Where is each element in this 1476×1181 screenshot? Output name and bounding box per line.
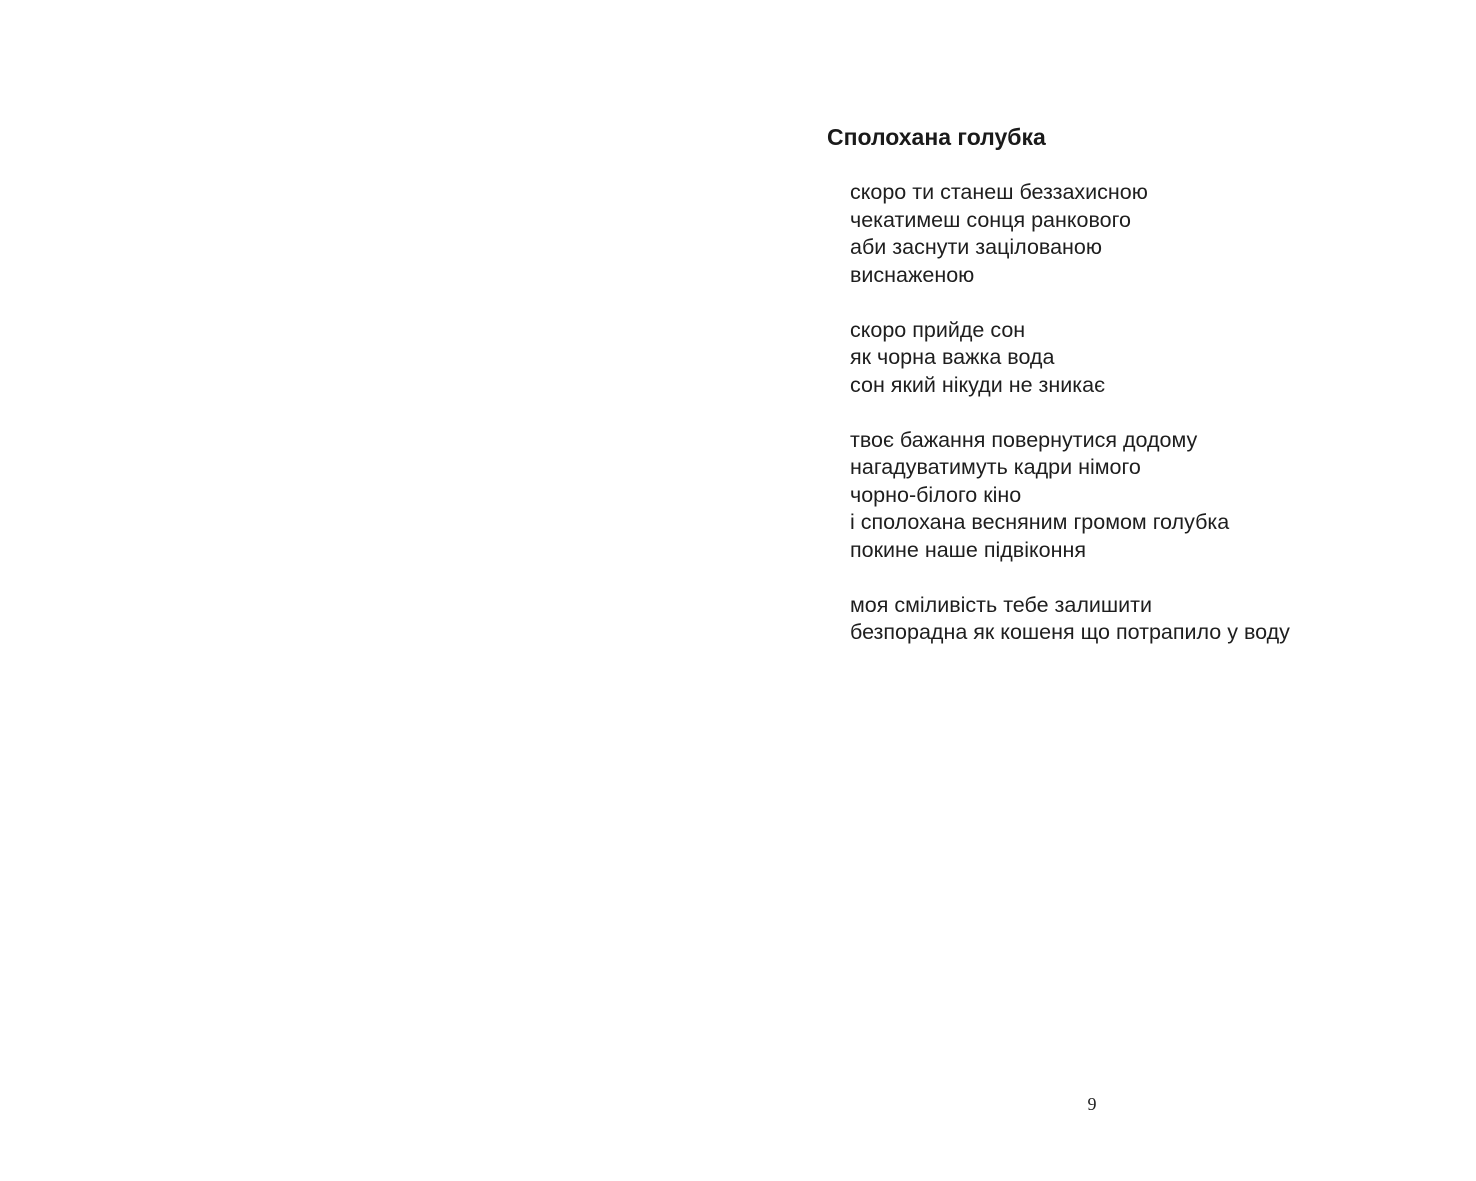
poem-line: моя сміливість тебе залишити bbox=[850, 592, 1152, 617]
poem-line: чекатимеш сонця ранкового bbox=[850, 207, 1131, 232]
poem-line: скоро ти станеш беззахисною bbox=[850, 180, 1148, 204]
poem-line: покине наше підвіконня bbox=[850, 537, 1086, 562]
stanza-2 bbox=[850, 317, 1450, 400]
poem-line: сон який нікуди не зникає bbox=[850, 372, 1106, 397]
stanza-1 bbox=[850, 179, 1450, 289]
poem-title: Сполохана голубка bbox=[827, 124, 1046, 150]
poem-line: твоє бажання повернутися додому bbox=[850, 427, 1198, 452]
poem-line: нагадуватимуть кадри німого bbox=[850, 455, 1141, 479]
poem-line: аби заснути зацілованою bbox=[850, 235, 1103, 259]
poem-line: скоро прийде сон bbox=[850, 317, 1026, 342]
stanza-3 bbox=[850, 427, 1450, 565]
stanza-4 bbox=[850, 592, 1450, 647]
right-page bbox=[738, 0, 1476, 1181]
page-number: 9 bbox=[1087, 1094, 1097, 1114]
poem-line: як чорна важка вода bbox=[850, 345, 1055, 369]
poem-body bbox=[850, 179, 1450, 674]
poem-line: виснаженою bbox=[850, 262, 975, 287]
poem-line: і сполохана весняним громом голубка bbox=[850, 510, 1230, 534]
poem-line: чорно-білого кіно bbox=[850, 482, 1022, 507]
poem-line: безпорадна як кошеня що потрапило у воду bbox=[850, 620, 1290, 644]
